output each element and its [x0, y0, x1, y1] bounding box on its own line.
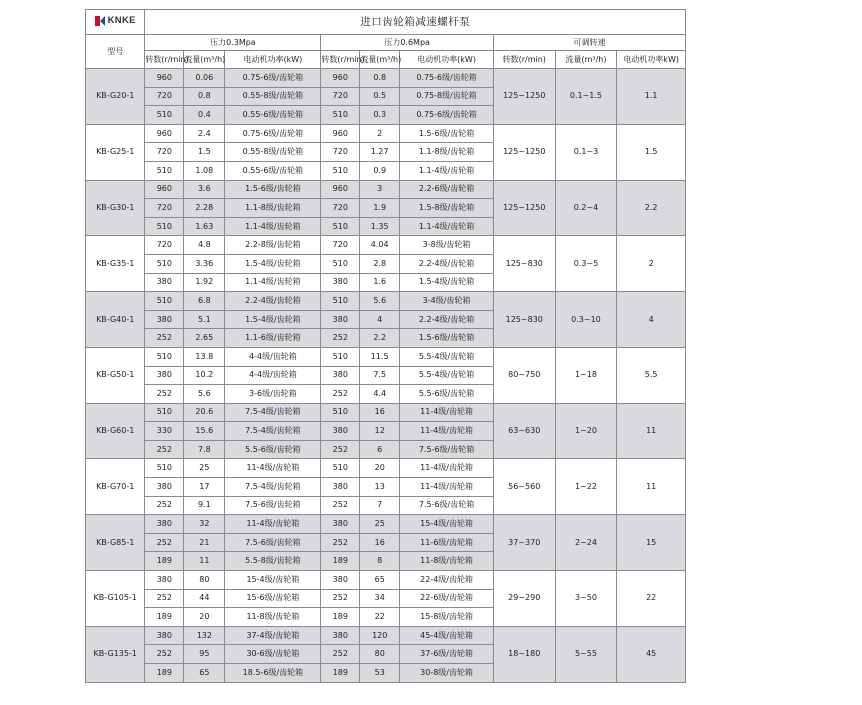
- motor-power-cell: 7.5-6级/齿轮箱: [400, 440, 494, 459]
- motor-power-cell: 1.5-4级/齿轮箱: [225, 254, 321, 273]
- speed-cell: 380: [145, 273, 184, 292]
- flow-cell: 7.8: [184, 440, 225, 459]
- group-header-adjustable-speed: 可调转速: [493, 35, 685, 51]
- speed-cell: 330: [145, 422, 184, 441]
- speed-cell: 380: [321, 422, 360, 441]
- adjustable-speed-cell: 80~750: [493, 347, 555, 403]
- flow-cell: 13.8: [184, 347, 225, 366]
- motor-power-cell: 7.5-6级/齿轮箱: [225, 533, 321, 552]
- adjustable-power-cell: 5.5: [617, 347, 686, 403]
- flow-cell: 34: [360, 589, 400, 608]
- motor-power-cell: 22-4级/齿轮箱: [400, 571, 494, 590]
- motor-power-cell: 1.1-8级/齿轮箱: [400, 143, 494, 162]
- motor-power-cell: 1.5-8级/齿轮箱: [400, 199, 494, 218]
- subheader-speed: 转数(r/min): [493, 51, 555, 69]
- motor-power-cell: 2.2-4级/齿轮箱: [400, 254, 494, 273]
- speed-cell: 252: [145, 385, 184, 404]
- speed-cell: 510: [321, 292, 360, 311]
- motor-power-cell: 0.55-8级/齿轮箱: [225, 87, 321, 106]
- adjustable-power-cell: 2.2: [617, 180, 686, 236]
- motor-power-cell: 1.1-6级/齿轮箱: [225, 329, 321, 348]
- speed-cell: 510: [145, 217, 184, 236]
- motor-power-cell: 15-4级/齿轮箱: [225, 571, 321, 590]
- motor-power-cell: 18.5-6级/齿轮箱: [225, 664, 321, 683]
- model-cell: KB-G70-1: [86, 459, 145, 515]
- flow-cell: 20.6: [184, 403, 225, 422]
- model-cell: KB-G50-1: [86, 347, 145, 403]
- adjustable-speed-cell: 63~630: [493, 403, 555, 459]
- flow-cell: 17: [184, 478, 225, 497]
- subheader-flow: 流量(m³/h): [184, 51, 225, 69]
- speed-cell: 252: [321, 589, 360, 608]
- flow-cell: 1.08: [184, 161, 225, 180]
- flow-cell: 95: [184, 645, 225, 664]
- speed-cell: 252: [321, 385, 360, 404]
- motor-power-cell: 11-4级/齿轮箱: [400, 422, 494, 441]
- motor-power-cell: 2.2-4级/齿轮箱: [225, 292, 321, 311]
- speed-cell: 510: [321, 403, 360, 422]
- speed-cell: 720: [145, 236, 184, 255]
- motor-power-cell: 1.5-6级/齿轮箱: [400, 124, 494, 143]
- motor-power-cell: 2.2-4级/齿轮箱: [400, 310, 494, 329]
- adjustable-speed-cell: 18~180: [493, 626, 555, 682]
- flow-cell: 3.6: [184, 180, 225, 199]
- logo: [86, 10, 145, 35]
- motor-power-cell: 1.1-4级/齿轮箱: [225, 273, 321, 292]
- speed-cell: 380: [145, 310, 184, 329]
- flow-cell: 4.04: [360, 236, 400, 255]
- speed-cell: 960: [145, 180, 184, 199]
- flow-cell: 5.6: [360, 292, 400, 311]
- flow-cell: 4.4: [360, 385, 400, 404]
- flow-cell: 0.8: [360, 69, 400, 88]
- motor-power-cell: 1.1-4级/齿轮箱: [400, 161, 494, 180]
- group-header-pressure-0-6: 压力0.6Mpa: [321, 35, 494, 51]
- adjustable-flow-cell: 0.2~4: [555, 180, 617, 236]
- motor-power-cell: 1.5-6级/齿轮箱: [225, 180, 321, 199]
- motor-power-cell: 0.55-6级/齿轮箱: [225, 106, 321, 125]
- flow-cell: 20: [184, 608, 225, 627]
- adjustable-flow-cell: 0.3~5: [555, 236, 617, 292]
- speed-cell: 510: [145, 254, 184, 273]
- adjustable-flow-cell: 1~20: [555, 403, 617, 459]
- motor-power-cell: 1.5-6级/齿轮箱: [400, 329, 494, 348]
- speed-cell: 252: [145, 589, 184, 608]
- flow-cell: 0.3: [360, 106, 400, 125]
- adjustable-power-cell: 2: [617, 236, 686, 292]
- flow-cell: 132: [184, 626, 225, 645]
- speed-cell: 960: [145, 124, 184, 143]
- flow-cell: 65: [360, 571, 400, 590]
- model-cell: KB-G105-1: [86, 571, 145, 627]
- motor-power-cell: 1.1-4级/齿轮箱: [225, 217, 321, 236]
- motor-power-cell: 4-4级/齿轮箱: [225, 347, 321, 366]
- adjustable-power-cell: 45: [617, 626, 686, 682]
- motor-power-cell: 37-4级/齿轮箱: [225, 626, 321, 645]
- motor-power-cell: 11-4级/齿轮箱: [400, 403, 494, 422]
- subheader-flow: 流量(m³/h): [555, 51, 617, 69]
- speed-cell: 960: [321, 124, 360, 143]
- flow-cell: 1.92: [184, 273, 225, 292]
- motor-power-cell: 5.5-6级/齿轮箱: [400, 385, 494, 404]
- flow-cell: 0.9: [360, 161, 400, 180]
- speed-cell: 720: [321, 143, 360, 162]
- table-row: [86, 347, 686, 366]
- flow-cell: 12: [360, 422, 400, 441]
- flow-cell: 2.4: [184, 124, 225, 143]
- speed-cell: 252: [321, 496, 360, 515]
- flow-cell: 13: [360, 478, 400, 497]
- motor-power-cell: 15-8级/齿轮箱: [400, 608, 494, 627]
- adjustable-speed-cell: 125~830: [493, 292, 555, 348]
- adjustable-flow-cell: 2~24: [555, 515, 617, 571]
- model-cell: KB-G35-1: [86, 236, 145, 292]
- model-cell: KB-G85-1: [86, 515, 145, 571]
- flow-cell: 16: [360, 533, 400, 552]
- speed-cell: 252: [145, 533, 184, 552]
- flow-cell: 44: [184, 589, 225, 608]
- motor-power-cell: 3-8级/齿轮箱: [400, 236, 494, 255]
- speed-cell: 960: [145, 69, 184, 88]
- speed-cell: 510: [321, 106, 360, 125]
- adjustable-flow-cell: 0.1~3: [555, 124, 617, 180]
- flow-cell: 1.27: [360, 143, 400, 162]
- table-row: [86, 124, 686, 143]
- flow-cell: 2.65: [184, 329, 225, 348]
- flow-cell: 8: [360, 552, 400, 571]
- speed-cell: 720: [321, 87, 360, 106]
- motor-power-cell: 0.75-6级/齿轮箱: [400, 106, 494, 125]
- adjustable-power-cell: 1.1: [617, 69, 686, 125]
- flow-cell: 4.8: [184, 236, 225, 255]
- flow-cell: 65: [184, 664, 225, 683]
- flow-cell: 4: [360, 310, 400, 329]
- flow-cell: 80: [360, 645, 400, 664]
- motor-power-cell: 15-4级/齿轮箱: [400, 515, 494, 534]
- motor-power-cell: 30-6级/齿轮箱: [225, 645, 321, 664]
- motor-power-cell: 45-4级/齿轮箱: [400, 626, 494, 645]
- motor-power-cell: 4-4级/齿轮箱: [225, 366, 321, 385]
- speed-cell: 252: [145, 440, 184, 459]
- adjustable-speed-cell: 29~290: [493, 571, 555, 627]
- flow-cell: 7: [360, 496, 400, 515]
- speed-cell: 510: [145, 106, 184, 125]
- table-row: [86, 571, 686, 590]
- motor-power-cell: 2.2-8级/齿轮箱: [225, 236, 321, 255]
- table-title: 进口齿轮箱减速螺杆泵: [145, 10, 686, 35]
- speed-cell: 510: [321, 347, 360, 366]
- speed-cell: 510: [145, 292, 184, 311]
- adjustable-flow-cell: 0.3~10: [555, 292, 617, 348]
- motor-power-cell: 0.75-8级/齿轮箱: [400, 87, 494, 106]
- adjustable-speed-cell: 37~370: [493, 515, 555, 571]
- speed-cell: 960: [321, 180, 360, 199]
- flow-cell: 15.6: [184, 422, 225, 441]
- pump-spec-table: [85, 9, 686, 683]
- flow-cell: 2.28: [184, 199, 225, 218]
- speed-cell: 380: [145, 515, 184, 534]
- flow-cell: 0.8: [184, 87, 225, 106]
- speed-cell: 510: [145, 403, 184, 422]
- table-row: [86, 180, 686, 199]
- speed-cell: 720: [145, 143, 184, 162]
- adjustable-flow-cell: 1~18: [555, 347, 617, 403]
- flow-cell: 3.36: [184, 254, 225, 273]
- group-header-pressure-0-3: 压力0.3Mpa: [145, 35, 321, 51]
- flow-cell: 1.63: [184, 217, 225, 236]
- table-row: [86, 459, 686, 478]
- speed-cell: 189: [145, 664, 184, 683]
- adjustable-flow-cell: 5~55: [555, 626, 617, 682]
- flow-cell: 9.1: [184, 496, 225, 515]
- flow-cell: 6.8: [184, 292, 225, 311]
- flow-cell: 0.4: [184, 106, 225, 125]
- motor-power-cell: 0.75-6级/齿轮箱: [225, 69, 321, 88]
- motor-power-cell: 7.5-6级/齿轮箱: [225, 496, 321, 515]
- motor-power-cell: 15-6级/齿轮箱: [225, 589, 321, 608]
- flow-cell: 1.5: [184, 143, 225, 162]
- speed-cell: 252: [321, 645, 360, 664]
- speed-cell: 380: [321, 366, 360, 385]
- table-row: [86, 403, 686, 422]
- flow-cell: 10.2: [184, 366, 225, 385]
- adjustable-power-cell: 15: [617, 515, 686, 571]
- table-row: [86, 236, 686, 255]
- adjustable-speed-cell: 125~1250: [493, 69, 555, 125]
- model-cell: KB-G40-1: [86, 292, 145, 348]
- motor-power-cell: 0.55-8级/齿轮箱: [225, 143, 321, 162]
- motor-power-cell: 11-4级/齿轮箱: [400, 459, 494, 478]
- knke-logo-icon: [95, 16, 105, 26]
- flow-cell: 6: [360, 440, 400, 459]
- speed-cell: 510: [145, 459, 184, 478]
- speed-cell: 380: [321, 626, 360, 645]
- flow-cell: 20: [360, 459, 400, 478]
- adjustable-flow-cell: 3~50: [555, 571, 617, 627]
- speed-cell: 380: [145, 571, 184, 590]
- flow-cell: 53: [360, 664, 400, 683]
- flow-cell: 1.9: [360, 199, 400, 218]
- speed-cell: 720: [145, 87, 184, 106]
- table-row: [86, 69, 686, 88]
- motor-power-cell: 37-6级/齿轮箱: [400, 645, 494, 664]
- speed-cell: 960: [321, 69, 360, 88]
- speed-cell: 510: [145, 347, 184, 366]
- speed-cell: 380: [321, 478, 360, 497]
- subheader-motor-power: 电动机功率kW): [617, 51, 686, 69]
- speed-cell: 189: [321, 608, 360, 627]
- speed-cell: 380: [321, 515, 360, 534]
- adjustable-flow-cell: 1~22: [555, 459, 617, 515]
- motor-power-cell: 3-4级/齿轮箱: [400, 292, 494, 311]
- model-cell: KB-G20-1: [86, 69, 145, 125]
- motor-power-cell: 2.2-6级/齿轮箱: [400, 180, 494, 199]
- model-header: 型号: [86, 35, 145, 69]
- subheader-flow: 流量(m³/h): [360, 51, 400, 69]
- speed-cell: 189: [321, 664, 360, 683]
- speed-cell: 510: [321, 459, 360, 478]
- speed-cell: 510: [321, 254, 360, 273]
- flow-cell: 25: [360, 515, 400, 534]
- table-row: [86, 292, 686, 311]
- speed-cell: 252: [321, 329, 360, 348]
- flow-cell: 2: [360, 124, 400, 143]
- flow-cell: 2.8: [360, 254, 400, 273]
- model-cell: KB-G25-1: [86, 124, 145, 180]
- speed-cell: 189: [321, 552, 360, 571]
- speed-cell: 252: [321, 533, 360, 552]
- adjustable-speed-cell: 125~1250: [493, 124, 555, 180]
- motor-power-cell: 11-8级/齿轮箱: [225, 608, 321, 627]
- flow-cell: 80: [184, 571, 225, 590]
- flow-cell: 5.6: [184, 385, 225, 404]
- flow-cell: 22: [360, 608, 400, 627]
- logo-text: KNKE: [107, 15, 136, 27]
- adjustable-power-cell: 11: [617, 403, 686, 459]
- speed-cell: 510: [145, 161, 184, 180]
- flow-cell: 7.5: [360, 366, 400, 385]
- model-cell: KB-G30-1: [86, 180, 145, 236]
- motor-power-cell: 30-8级/齿轮箱: [400, 664, 494, 683]
- table-row: [86, 515, 686, 534]
- speed-cell: 720: [321, 199, 360, 218]
- speed-cell: 252: [145, 645, 184, 664]
- speed-cell: 252: [145, 496, 184, 515]
- speed-cell: 510: [321, 217, 360, 236]
- flow-cell: 120: [360, 626, 400, 645]
- flow-cell: 21: [184, 533, 225, 552]
- motor-power-cell: 1.1-8级/齿轮箱: [225, 199, 321, 218]
- adjustable-power-cell: 4: [617, 292, 686, 348]
- motor-power-cell: 5.5-6级/齿轮箱: [225, 440, 321, 459]
- motor-power-cell: 1.5-4级/齿轮箱: [225, 310, 321, 329]
- flow-cell: 2.2: [360, 329, 400, 348]
- motor-power-cell: 11-4级/齿轮箱: [225, 459, 321, 478]
- motor-power-cell: 7.5-4级/齿轮箱: [225, 478, 321, 497]
- speed-cell: 380: [321, 571, 360, 590]
- subheader-motor-power: 电动机功率(kW): [225, 51, 321, 69]
- flow-cell: 0.06: [184, 69, 225, 88]
- speed-cell: 252: [145, 329, 184, 348]
- flow-cell: 16: [360, 403, 400, 422]
- speed-cell: 252: [321, 440, 360, 459]
- flow-cell: 25: [184, 459, 225, 478]
- motor-power-cell: 0.75-6级/齿轮箱: [225, 124, 321, 143]
- speed-cell: 720: [145, 199, 184, 218]
- motor-power-cell: 0.55-6级/齿轮箱: [225, 161, 321, 180]
- motor-power-cell: 11-4级/齿轮箱: [225, 515, 321, 534]
- motor-power-cell: 7.5-4级/齿轮箱: [225, 403, 321, 422]
- adjustable-speed-cell: 125~830: [493, 236, 555, 292]
- speed-cell: 510: [321, 161, 360, 180]
- model-cell: KB-G135-1: [86, 626, 145, 682]
- motor-power-cell: 11-6级/齿轮箱: [400, 533, 494, 552]
- adjustable-power-cell: 22: [617, 571, 686, 627]
- motor-power-cell: 5.5-4级/齿轮箱: [400, 347, 494, 366]
- speed-cell: 380: [321, 310, 360, 329]
- adjustable-speed-cell: 125~1250: [493, 180, 555, 236]
- motor-power-cell: 7.5-4级/齿轮箱: [225, 422, 321, 441]
- flow-cell: 1.6: [360, 273, 400, 292]
- adjustable-power-cell: 1.5: [617, 124, 686, 180]
- speed-cell: 380: [321, 273, 360, 292]
- motor-power-cell: 1.1-4级/齿轮箱: [400, 217, 494, 236]
- speed-cell: 380: [145, 626, 184, 645]
- flow-cell: 0.5: [360, 87, 400, 106]
- motor-power-cell: 1.5-4级/齿轮箱: [400, 273, 494, 292]
- motor-power-cell: 22-6级/齿轮箱: [400, 589, 494, 608]
- motor-power-cell: 3-6级/齿轮箱: [225, 385, 321, 404]
- motor-power-cell: 5.5-4级/齿轮箱: [400, 366, 494, 385]
- motor-power-cell: 7.5-6级/齿轮箱: [400, 496, 494, 515]
- motor-power-cell: 5.5-8级/齿轮箱: [225, 552, 321, 571]
- speed-cell: 189: [145, 552, 184, 571]
- model-cell: KB-G60-1: [86, 403, 145, 459]
- speed-cell: 380: [145, 366, 184, 385]
- speed-cell: 720: [321, 236, 360, 255]
- adjustable-flow-cell: 0.1~1.5: [555, 69, 617, 125]
- speed-cell: 189: [145, 608, 184, 627]
- subheader-speed: 转数(r/min): [321, 51, 360, 69]
- subheader-speed: 转数(r/min): [145, 51, 184, 69]
- flow-cell: 32: [184, 515, 225, 534]
- adjustable-speed-cell: 56~560: [493, 459, 555, 515]
- flow-cell: 3: [360, 180, 400, 199]
- flow-cell: 1.35: [360, 217, 400, 236]
- motor-power-cell: 0.75-6级/齿轮箱: [400, 69, 494, 88]
- subheader-motor-power: 电动机功率(kW): [400, 51, 494, 69]
- adjustable-power-cell: 11: [617, 459, 686, 515]
- motor-power-cell: 11-4级/齿轮箱: [400, 478, 494, 497]
- speed-cell: 380: [145, 478, 184, 497]
- flow-cell: 11.5: [360, 347, 400, 366]
- flow-cell: 5.1: [184, 310, 225, 329]
- flow-cell: 11: [184, 552, 225, 571]
- table-row: [86, 626, 686, 645]
- motor-power-cell: 11-8级/齿轮箱: [400, 552, 494, 571]
